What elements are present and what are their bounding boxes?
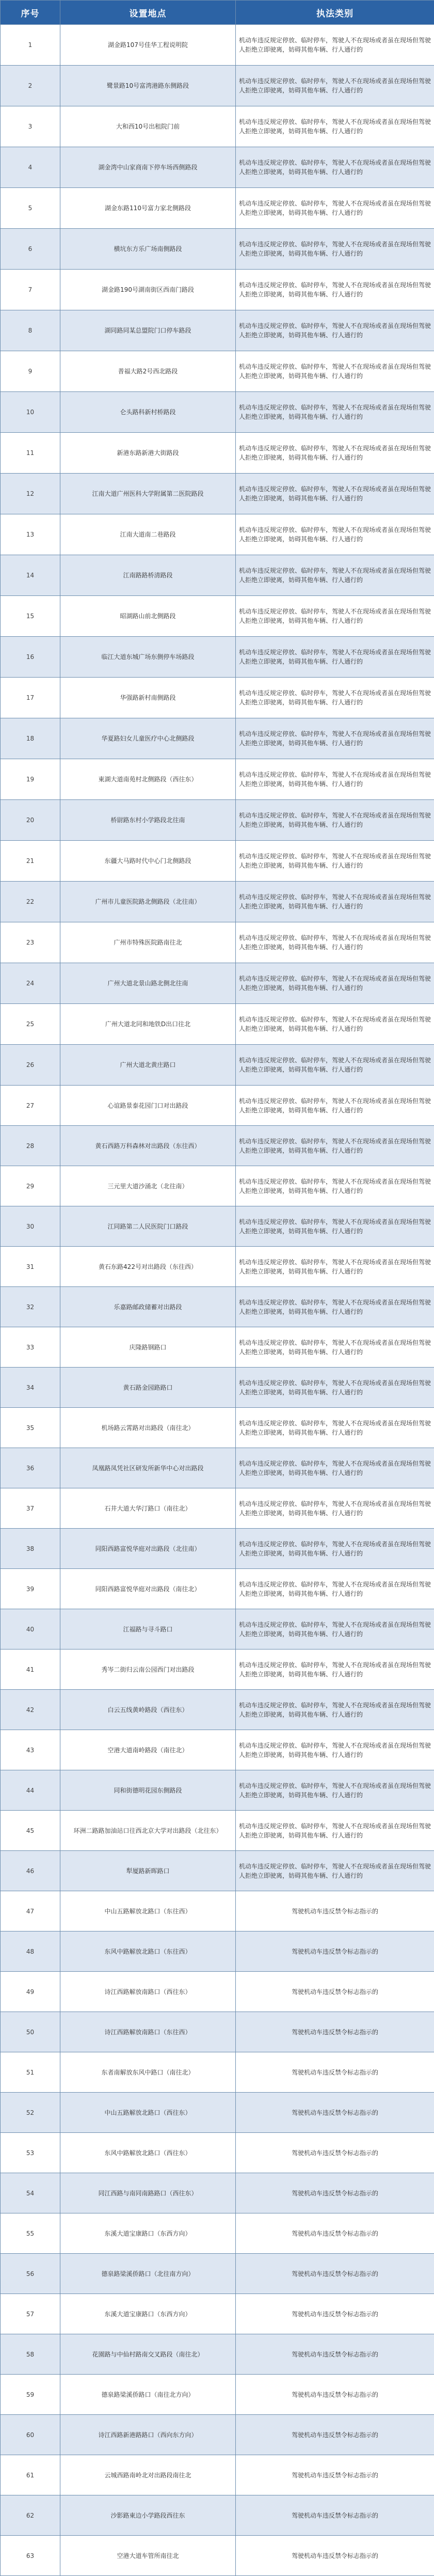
table-row bbox=[1, 2213, 434, 2254]
cell-serial-number: 26 bbox=[1, 1045, 60, 1086]
cell-location: 横坑东方乐广场南侧路段 bbox=[60, 229, 236, 270]
cell-serial-number: 59 bbox=[1, 2375, 60, 2415]
cell-enforcement-category: 驾驶机动车违反禁令标志指示的 bbox=[236, 2173, 434, 2213]
cell-location: 江南大道广州医科大学附属第二医院路段 bbox=[60, 474, 236, 514]
cell-location: 广州大道北景山路北侧北往南 bbox=[60, 963, 236, 1004]
cell-enforcement-category: 机动车违反规定停放、临时停车，驾驶人不在现场或者虽在现场但驾驶人拒绝立即驶离，妨碍其他车辆、行人通行的 bbox=[236, 1851, 434, 1891]
cell-location: 同和街德明花园东侧路段 bbox=[60, 1770, 236, 1811]
cell-location: 空港大道车管所南往北 bbox=[60, 2536, 236, 2576]
table-row bbox=[1, 1972, 434, 2012]
cell-serial-number: 15 bbox=[1, 596, 60, 637]
cell-enforcement-category: 机动车违反规定停放、临时停车，驾驶人不在现场或者虽在现场但驾驶人拒绝立即驶离，妨碍其他车辆、行人通行的 bbox=[236, 66, 434, 106]
table-row bbox=[1, 2415, 434, 2455]
cell-serial-number: 17 bbox=[1, 678, 60, 718]
table-row bbox=[1, 2334, 434, 2375]
table-body bbox=[1, 25, 434, 2576]
cell-location: 江南路路桥清路段 bbox=[60, 555, 236, 596]
cell-location: 桥尉路东村小学路段北往南 bbox=[60, 800, 236, 841]
cell-location: 临江大道东城广场东侧停车场路段 bbox=[60, 637, 236, 678]
table-row bbox=[1, 555, 434, 596]
cell-enforcement-category: 机动车违反规定停放、临时停车，驾驶人不在现场或者虽在现场但驾驶人拒绝立即驶离，妨碍其他车辆、行人通行的 bbox=[236, 1166, 434, 1206]
table-row bbox=[1, 1931, 434, 1972]
cell-serial-number: 20 bbox=[1, 800, 60, 841]
cell-location: 石井大道大华汀路口（南往北） bbox=[60, 1488, 236, 1529]
cell-location: 东疆大马路时代中心门北侧路段 bbox=[60, 841, 236, 882]
cell-enforcement-category: 机动车违反规定停放、临时停车，驾驶人不在现场或者虽在现场但驾驶人拒绝立即驶离，妨碍其他车辆、行人通行的 bbox=[236, 759, 434, 800]
table-row bbox=[1, 1529, 434, 1569]
cell-location: 东者南解放东风中路口（南往北） bbox=[60, 2052, 236, 2093]
cell-serial-number: 10 bbox=[1, 392, 60, 433]
table-row bbox=[1, 392, 434, 433]
cell-enforcement-category: 机动车违反规定停放、临时停车，驾驶人不在现场或者虽在现场但驾驶人拒绝立即驶离，妨碍其他车辆、行人通行的 bbox=[236, 1327, 434, 1368]
cell-enforcement-category: 机动车违反规定停放、临时停车，驾驶人不在现场或者虽在现场但驾驶人拒绝立即驶离，妨碍其他车辆、行人通行的 bbox=[236, 106, 434, 147]
cell-serial-number: 19 bbox=[1, 759, 60, 800]
cell-serial-number: 35 bbox=[1, 1408, 60, 1448]
table-row bbox=[1, 2536, 434, 2576]
table-row bbox=[1, 310, 434, 351]
table-row bbox=[1, 841, 434, 882]
cell-location: 中山五路解放北路口（东往西） bbox=[60, 1891, 236, 1931]
cell-serial-number: 54 bbox=[1, 2173, 60, 2213]
cell-serial-number: 3 bbox=[1, 106, 60, 147]
table-row bbox=[1, 1045, 434, 1086]
cell-serial-number: 30 bbox=[1, 1206, 60, 1247]
cell-serial-number: 22 bbox=[1, 882, 60, 922]
cell-enforcement-category: 驾驶机动车违反禁令标志指示的 bbox=[236, 2495, 434, 2536]
table-row bbox=[1, 1004, 434, 1045]
cell-enforcement-category: 驾驶机动车违反禁令标志指示的 bbox=[236, 2133, 434, 2173]
cell-enforcement-category: 机动车违反规定停放、临时停车，驾驶人不在现场或者虽在现场但驾驶人拒绝立即驶离，妨碍其他车辆、行人通行的 bbox=[236, 310, 434, 351]
table-row bbox=[1, 2052, 434, 2093]
cell-location: 广州市儿童医院路北侧路段（北往南） bbox=[60, 882, 236, 922]
cell-location: 湖金东路110号富力家北侧路段 bbox=[60, 188, 236, 229]
cell-enforcement-category: 机动车违反规定停放、临时停车，驾驶人不在现场或者虽在现场但驾驶人拒绝立即驶离，妨碍其他车辆、行人通行的 bbox=[236, 392, 434, 433]
cell-serial-number: 40 bbox=[1, 1609, 60, 1650]
cell-location: 三元里大道沙涌北（北往南） bbox=[60, 1166, 236, 1206]
cell-location: 广州大道北同和地铁D出口往北 bbox=[60, 1004, 236, 1045]
cell-enforcement-category: 驾驶机动车违反禁令标志指示的 bbox=[236, 2334, 434, 2375]
cell-enforcement-category: 驾驶机动车违反禁令标志指示的 bbox=[236, 2375, 434, 2415]
cell-serial-number: 44 bbox=[1, 1770, 60, 1811]
cell-enforcement-category: 驾驶机动车违反禁令标志指示的 bbox=[236, 2254, 434, 2294]
cell-serial-number: 60 bbox=[1, 2415, 60, 2455]
cell-enforcement-category: 驾驶机动车违反禁令标志指示的 bbox=[236, 1891, 434, 1931]
cell-enforcement-category: 机动车违反规定停放、临时停车，驾驶人不在现场或者虽在现场但驾驶人拒绝立即驶离，妨碍其他车辆、行人通行的 bbox=[236, 25, 434, 66]
cell-enforcement-category: 机动车违反规定停放、临时停车，驾驶人不在现场或者虽在现场但驾驶人拒绝立即驶离，妨碍其他车辆、行人通行的 bbox=[236, 1206, 434, 1247]
cell-serial-number: 57 bbox=[1, 2294, 60, 2334]
cell-location: 诗江西路解放南路口（东往西） bbox=[60, 2012, 236, 2052]
cell-serial-number: 1 bbox=[1, 25, 60, 66]
table-row bbox=[1, 596, 434, 637]
cell-location: 同江西路与南同南路路口（西往东） bbox=[60, 2173, 236, 2213]
table-row bbox=[1, 759, 434, 800]
cell-location: 中山五路解放北路口（西往东） bbox=[60, 2093, 236, 2133]
cell-enforcement-category: 机动车违反规定停放、临时停车，驾驶人不在现场或者虽在现场但驾驶人拒绝立即驶离，妨碍其他车辆、行人通行的 bbox=[236, 1247, 434, 1287]
table-row bbox=[1, 229, 434, 270]
cell-location: 秀岑二街归云南公园西门对出路段 bbox=[60, 1650, 236, 1690]
cell-serial-number: 46 bbox=[1, 1851, 60, 1891]
table-row bbox=[1, 1811, 434, 1851]
cell-enforcement-category: 机动车违反规定停放、临时停车，驾驶人不在现场或者虽在现场但驾驶人拒绝立即驶离，妨碍其他车辆、行人通行的 bbox=[236, 718, 434, 759]
cell-enforcement-category: 机动车违反规定停放、临时停车，驾驶人不在现场或者虽在现场但驾驶人拒绝立即驶离，妨碍其他车辆、行人通行的 bbox=[236, 1690, 434, 1730]
cell-serial-number: 38 bbox=[1, 1529, 60, 1569]
table-row bbox=[1, 433, 434, 474]
cell-enforcement-category: 驾驶机动车违反禁令标志指示的 bbox=[236, 2536, 434, 2576]
cell-enforcement-category: 机动车违反规定停放、临时停车，驾驶人不在现场或者虽在现场但驾驶人拒绝立即驶离，妨碍其他车辆、行人通行的 bbox=[236, 229, 434, 270]
cell-serial-number: 45 bbox=[1, 1811, 60, 1851]
cell-enforcement-category: 机动车违反规定停放、临时停车，驾驶人不在现场或者虽在现场但驾驶人拒绝立即驶离，妨碍其他车辆、行人通行的 bbox=[236, 1730, 434, 1770]
cell-enforcement-category: 机动车违反规定停放、临时停车，驾驶人不在现场或者虽在现场但驾驶人拒绝立即驶离，妨碍其他车辆、行人通行的 bbox=[236, 596, 434, 637]
cell-serial-number: 36 bbox=[1, 1448, 60, 1488]
cell-location: 新港东路新港大街路段 bbox=[60, 433, 236, 474]
cell-enforcement-category: 机动车违反规定停放、临时停车，驾驶人不在现场或者虽在现场但驾驶人拒绝立即驶离，妨碍其他车辆、行人通行的 bbox=[236, 1529, 434, 1569]
table-row bbox=[1, 1126, 434, 1166]
cell-enforcement-category: 机动车违反规定停放、临时停车，驾驶人不在现场或者虽在现场但驾驶人拒绝立即驶离，妨碍其他车辆、行人通行的 bbox=[236, 1811, 434, 1851]
cell-enforcement-category: 驾驶机动车违反禁令标志指示的 bbox=[236, 1972, 434, 2012]
cell-enforcement-category: 驾驶机动车违反禁令标志指示的 bbox=[236, 2093, 434, 2133]
cell-location: 诗江西路新港路路口（西向东方向） bbox=[60, 2415, 236, 2455]
cell-serial-number: 27 bbox=[1, 1086, 60, 1126]
cell-location: 湖金路190号湖南街区西南门路段 bbox=[60, 270, 236, 310]
cell-serial-number: 32 bbox=[1, 1287, 60, 1327]
cell-location: 华夏路妇女儿童医疗中心北侧路段 bbox=[60, 718, 236, 759]
cell-enforcement-category: 驾驶机动车违反禁令标志指示的 bbox=[236, 2213, 434, 2254]
table-row bbox=[1, 1891, 434, 1931]
cell-location: 湖同路同某总盟院门口停车路段 bbox=[60, 310, 236, 351]
cell-location: 东溪大道宝康路口（东西方向） bbox=[60, 2294, 236, 2334]
table-row bbox=[1, 474, 434, 514]
cell-location: 东风中路解放北路口（西往东） bbox=[60, 2133, 236, 2173]
cell-serial-number: 14 bbox=[1, 555, 60, 596]
header-location: 设置地点 bbox=[60, 1, 236, 25]
cell-serial-number: 5 bbox=[1, 188, 60, 229]
cell-serial-number: 6 bbox=[1, 229, 60, 270]
table-row bbox=[1, 2495, 434, 2536]
cell-serial-number: 16 bbox=[1, 637, 60, 678]
cell-serial-number: 11 bbox=[1, 433, 60, 474]
cell-location: 鹭景路10号富湾港路东侧路段 bbox=[60, 66, 236, 106]
cell-enforcement-category: 机动车违反规定停放、临时停车，驾驶人不在现场或者虽在现场但驾驶人拒绝立即驶离，妨碍其他车辆、行人通行的 bbox=[236, 188, 434, 229]
cell-serial-number: 8 bbox=[1, 310, 60, 351]
cell-serial-number: 29 bbox=[1, 1166, 60, 1206]
table-row bbox=[1, 678, 434, 718]
cell-serial-number: 52 bbox=[1, 2093, 60, 2133]
cell-location: 广州市特殊医院路南往北 bbox=[60, 922, 236, 963]
cell-enforcement-category: 机动车违反规定停放、临时停车，驾驶人不在现场或者虽在现场但驾驶人拒绝立即驶离，妨碍其他车辆、行人通行的 bbox=[236, 1045, 434, 1086]
cell-enforcement-category: 机动车违反规定停放、临时停车，驾驶人不在现场或者虽在现场但驾驶人拒绝立即驶离，妨碍其他车辆、行人通行的 bbox=[236, 1770, 434, 1811]
table-row bbox=[1, 1368, 434, 1408]
table-row bbox=[1, 1408, 434, 1448]
cell-location: 环洲二路路加油站口往西北京大学对出路段（北往东） bbox=[60, 1811, 236, 1851]
table-row bbox=[1, 2093, 434, 2133]
cell-enforcement-category: 驾驶机动车违反禁令标志指示的 bbox=[236, 1931, 434, 1972]
header-serial-number: 序号 bbox=[1, 1, 60, 25]
cell-location: 云城西路南岭北对出路段南往北 bbox=[60, 2455, 236, 2495]
cell-location: 广州大道北黄庄路口 bbox=[60, 1045, 236, 1086]
cell-serial-number: 34 bbox=[1, 1368, 60, 1408]
table-row bbox=[1, 1690, 434, 1730]
table-row bbox=[1, 1086, 434, 1126]
table-row bbox=[1, 188, 434, 229]
cell-location: 德泉路梁溪侨路口（北往南方向） bbox=[60, 2254, 236, 2294]
table-row bbox=[1, 2254, 434, 2294]
cell-location: 黄石西路万科森林对出路段（东往西） bbox=[60, 1126, 236, 1166]
table-row bbox=[1, 1569, 434, 1609]
cell-serial-number: 7 bbox=[1, 270, 60, 310]
cell-enforcement-category: 机动车违反规定停放、临时停车，驾驶人不在现场或者虽在现场但驾驶人拒绝立即驶离，妨碍其他车辆、行人通行的 bbox=[236, 1408, 434, 1448]
table-row bbox=[1, 2294, 434, 2334]
table-row bbox=[1, 147, 434, 188]
table-row bbox=[1, 514, 434, 555]
cell-serial-number: 63 bbox=[1, 2536, 60, 2576]
cell-enforcement-category: 机动车违反规定停放、临时停车，驾驶人不在现场或者虽在现场但驾驶人拒绝立即驶离，妨碍其他车辆、行人通行的 bbox=[236, 1368, 434, 1408]
cell-location: 江南大道南二巷路段 bbox=[60, 514, 236, 555]
cell-location: 德泉路梁溪侨路口（南往北方向） bbox=[60, 2375, 236, 2415]
cell-location: 乐嘉路邮政储蓄对出路段 bbox=[60, 1287, 236, 1327]
cell-location: 同阳西路富悦华庭对出路段（南往北） bbox=[60, 1569, 236, 1609]
cell-serial-number: 62 bbox=[1, 2495, 60, 2536]
cell-serial-number: 13 bbox=[1, 514, 60, 555]
cell-serial-number: 47 bbox=[1, 1891, 60, 1931]
table-row bbox=[1, 351, 434, 392]
cell-location: 华强路新村南侧路段 bbox=[60, 678, 236, 718]
table-row bbox=[1, 800, 434, 841]
table-row bbox=[1, 637, 434, 678]
table-row bbox=[1, 1851, 434, 1891]
cell-serial-number: 25 bbox=[1, 1004, 60, 1045]
table-row bbox=[1, 270, 434, 310]
cell-serial-number: 56 bbox=[1, 2254, 60, 2294]
table-row bbox=[1, 1166, 434, 1206]
cell-enforcement-category: 机动车违反规定停放、临时停车，驾驶人不在现场或者虽在现场但驾驶人拒绝立即驶离，妨碍其他车辆、行人通行的 bbox=[236, 514, 434, 555]
cell-enforcement-category: 驾驶机动车违反禁令标志指示的 bbox=[236, 2012, 434, 2052]
cell-location: 昭湖路山前北侧路段 bbox=[60, 596, 236, 637]
cell-enforcement-category: 驾驶机动车违反禁令标志指示的 bbox=[236, 2415, 434, 2455]
cell-location: 同阳西路富悦华庭对出路段（北往南） bbox=[60, 1529, 236, 1569]
cell-enforcement-category: 机动车违反规定停放、临时停车，驾驶人不在现场或者虽在现场但驾驶人拒绝立即驶离，妨碍其他车辆、行人通行的 bbox=[236, 1488, 434, 1529]
cell-serial-number: 21 bbox=[1, 841, 60, 882]
cell-enforcement-category: 机动车违反规定停放、临时停车，驾驶人不在现场或者虽在现场但驾驶人拒绝立即驶离，妨碍其他车辆、行人通行的 bbox=[236, 433, 434, 474]
cell-enforcement-category: 机动车违反规定停放、临时停车，驾驶人不在现场或者虽在现场但驾驶人拒绝立即驶离，妨碍其他车辆、行人通行的 bbox=[236, 963, 434, 1004]
cell-enforcement-category: 机动车违反规定停放、临时停车，驾驶人不在现场或者虽在现场但驾驶人拒绝立即驶离，妨碍其他车辆、行人通行的 bbox=[236, 1650, 434, 1690]
table-row bbox=[1, 2012, 434, 2052]
cell-enforcement-category: 机动车违反规定停放、临时停车，驾驶人不在现场或者虽在现场但驾驶人拒绝立即驶离，妨碍其他车辆、行人通行的 bbox=[236, 841, 434, 882]
cell-enforcement-category: 驾驶机动车违反禁令标志指示的 bbox=[236, 2294, 434, 2334]
cell-location: 东风中路解放北路口（东往西） bbox=[60, 1931, 236, 1972]
table-row bbox=[1, 922, 434, 963]
table-row bbox=[1, 1206, 434, 1247]
cell-serial-number: 4 bbox=[1, 147, 60, 188]
cell-serial-number: 51 bbox=[1, 2052, 60, 2093]
cell-location: 机场路云霄路对出路段（南往北） bbox=[60, 1408, 236, 1448]
cell-serial-number: 39 bbox=[1, 1569, 60, 1609]
cell-location: 黄石东路422号对出路段（东往西） bbox=[60, 1247, 236, 1287]
table-row bbox=[1, 1770, 434, 1811]
table-row bbox=[1, 1287, 434, 1327]
table-header-row bbox=[1, 1, 434, 25]
cell-location: 庆隆路钢路口 bbox=[60, 1327, 236, 1368]
cell-enforcement-category: 机动车违反规定停放、临时停车，驾驶人不在现场或者虽在现场但驾驶人拒绝立即驶离，妨碍其他车辆、行人通行的 bbox=[236, 922, 434, 963]
cell-location: 江福路与寻斗路口 bbox=[60, 1609, 236, 1650]
table-row bbox=[1, 1609, 434, 1650]
table-row bbox=[1, 1488, 434, 1529]
cell-serial-number: 50 bbox=[1, 2012, 60, 2052]
cell-location: 东溪大道宝康路口（东西方向） bbox=[60, 2213, 236, 2254]
cell-enforcement-category: 机动车违反规定停放、临时停车，驾驶人不在现场或者虽在现场但驾驶人拒绝立即驶离，妨碍其他车辆、行人通行的 bbox=[236, 1569, 434, 1609]
cell-location: 湖金路107号佳华工程说明院 bbox=[60, 25, 236, 66]
cell-serial-number: 53 bbox=[1, 2133, 60, 2173]
cell-location: 凤凰路凤凭社区研发所新华中心对出路段 bbox=[60, 1448, 236, 1488]
cell-location: 東湖大道南苑村北侧路段（西往东） bbox=[60, 759, 236, 800]
table-row bbox=[1, 25, 434, 66]
table-row bbox=[1, 963, 434, 1004]
cell-serial-number: 61 bbox=[1, 2455, 60, 2495]
table-row bbox=[1, 1730, 434, 1770]
table-row bbox=[1, 1327, 434, 1368]
cell-serial-number: 43 bbox=[1, 1730, 60, 1770]
cell-enforcement-category: 驾驶机动车违反禁令标志指示的 bbox=[236, 2455, 434, 2495]
cell-enforcement-category: 机动车违反规定停放、临时停车，驾驶人不在现场或者虽在现场但驾驶人拒绝立即驶离，妨碍其他车辆、行人通行的 bbox=[236, 270, 434, 310]
cell-location: 犁厦路新晖路口 bbox=[60, 1851, 236, 1891]
cell-location: 大和西10号出租院门前 bbox=[60, 106, 236, 147]
cell-enforcement-category: 机动车违反规定停放、临时停车，驾驶人不在现场或者虽在现场但驾驶人拒绝立即驶离，妨碍其他车辆、行人通行的 bbox=[236, 147, 434, 188]
cell-location: 湖金湾中山家商南下停车场西侧路段 bbox=[60, 147, 236, 188]
cell-enforcement-category: 机动车违反规定停放、临时停车，驾驶人不在现场或者虽在现场但驾驶人拒绝立即驶离，妨碍其他车辆、行人通行的 bbox=[236, 1448, 434, 1488]
cell-location: 黄石路金园路路口 bbox=[60, 1368, 236, 1408]
cell-enforcement-category: 机动车违反规定停放、临时停车，驾驶人不在现场或者虽在现场但驾驶人拒绝立即驶离，妨碍其他车辆、行人通行的 bbox=[236, 882, 434, 922]
cell-enforcement-category: 机动车违反规定停放、临时停车，驾驶人不在现场或者虽在现场但驾驶人拒绝立即驶离，妨碍其他车辆、行人通行的 bbox=[236, 474, 434, 514]
cell-enforcement-category: 机动车违反规定停放、临时停车，驾驶人不在现场或者虽在现场但驾驶人拒绝立即驶离，妨碍其他车辆、行人通行的 bbox=[236, 637, 434, 678]
cell-serial-number: 41 bbox=[1, 1650, 60, 1690]
cell-location: 诗江西路解放南路口（西往东） bbox=[60, 1972, 236, 2012]
cell-enforcement-category: 机动车违反规定停放、临时停车，驾驶人不在现场或者虽在现场但驾驶人拒绝立即驶离，妨碍其他车辆、行人通行的 bbox=[236, 555, 434, 596]
cell-serial-number: 55 bbox=[1, 2213, 60, 2254]
cell-serial-number: 42 bbox=[1, 1690, 60, 1730]
cell-location: 江同路第二人民医院门口路段 bbox=[60, 1206, 236, 1247]
cell-serial-number: 23 bbox=[1, 922, 60, 963]
cell-serial-number: 12 bbox=[1, 474, 60, 514]
table-row bbox=[1, 1448, 434, 1488]
cell-enforcement-category: 机动车违反规定停放、临时停车，驾驶人不在现场或者虽在现场但驾驶人拒绝立即驶离，妨碍其他车辆、行人通行的 bbox=[236, 1609, 434, 1650]
cell-enforcement-category: 机动车违反规定停放、临时停车，驾驶人不在现场或者虽在现场但驾驶人拒绝立即驶离，妨碍其他车辆、行人通行的 bbox=[236, 678, 434, 718]
cell-serial-number: 48 bbox=[1, 1931, 60, 1972]
cell-serial-number: 58 bbox=[1, 2334, 60, 2375]
cell-enforcement-category: 机动车违反规定停放、临时停车，驾驶人不在现场或者虽在现场但驾驶人拒绝立即驶离，妨碍其他车辆、行人通行的 bbox=[236, 1086, 434, 1126]
cell-serial-number: 31 bbox=[1, 1247, 60, 1287]
table-row bbox=[1, 718, 434, 759]
cell-location: 仑头路科新村桥路段 bbox=[60, 392, 236, 433]
cell-serial-number: 9 bbox=[1, 351, 60, 392]
cell-serial-number: 49 bbox=[1, 1972, 60, 2012]
cell-location: 沙影路東边小学路段西往东 bbox=[60, 2495, 236, 2536]
table-row bbox=[1, 882, 434, 922]
cell-location: 白云五线黄岭路段（西往东） bbox=[60, 1690, 236, 1730]
table-row bbox=[1, 2173, 434, 2213]
cell-location: 花園路与中仙村路南交叉路段（南往北） bbox=[60, 2334, 236, 2375]
cell-enforcement-category: 机动车违反规定停放、临时停车，驾驶人不在现场或者虽在现场但驾驶人拒绝立即驶离，妨碍其他车辆、行人通行的 bbox=[236, 1287, 434, 1327]
cell-serial-number: 18 bbox=[1, 718, 60, 759]
table-row bbox=[1, 2455, 434, 2495]
cell-serial-number: 24 bbox=[1, 963, 60, 1004]
cell-enforcement-category: 机动车违反规定停放、临时停车，驾驶人不在现场或者虽在现场但驾驶人拒绝立即驶离，妨碍其他车辆、行人通行的 bbox=[236, 351, 434, 392]
cell-location: 空港大道南岭路段（南往北） bbox=[60, 1730, 236, 1770]
cell-location: 普福大路2号西北路段 bbox=[60, 351, 236, 392]
cell-location: 心谊路景泰花园门口对出路段 bbox=[60, 1086, 236, 1126]
cell-enforcement-category: 机动车违反规定停放、临时停车，驾驶人不在现场或者虽在现场但驾驶人拒绝立即驶离，妨碍其他车辆、行人通行的 bbox=[236, 1126, 434, 1166]
table-row bbox=[1, 1247, 434, 1287]
cell-enforcement-category: 驾驶机动车违反禁令标志指示的 bbox=[236, 2052, 434, 2093]
cell-serial-number: 2 bbox=[1, 66, 60, 106]
table-row bbox=[1, 1650, 434, 1690]
cell-serial-number: 28 bbox=[1, 1126, 60, 1166]
cell-serial-number: 33 bbox=[1, 1327, 60, 1368]
table-row bbox=[1, 2133, 434, 2173]
table-row bbox=[1, 2375, 434, 2415]
cell-enforcement-category: 机动车违反规定停放、临时停车，驾驶人不在现场或者虽在现场但驾驶人拒绝立即驶离，妨碍其他车辆、行人通行的 bbox=[236, 1004, 434, 1045]
cell-enforcement-category: 机动车违反规定停放、临时停车，驾驶人不在现场或者虽在现场但驾驶人拒绝立即驶离，妨碍其他车辆、行人通行的 bbox=[236, 800, 434, 841]
table-row bbox=[1, 66, 434, 106]
header-enforcement-category: 执法类别 bbox=[236, 1, 434, 25]
cell-serial-number: 37 bbox=[1, 1488, 60, 1529]
table-row bbox=[1, 106, 434, 147]
